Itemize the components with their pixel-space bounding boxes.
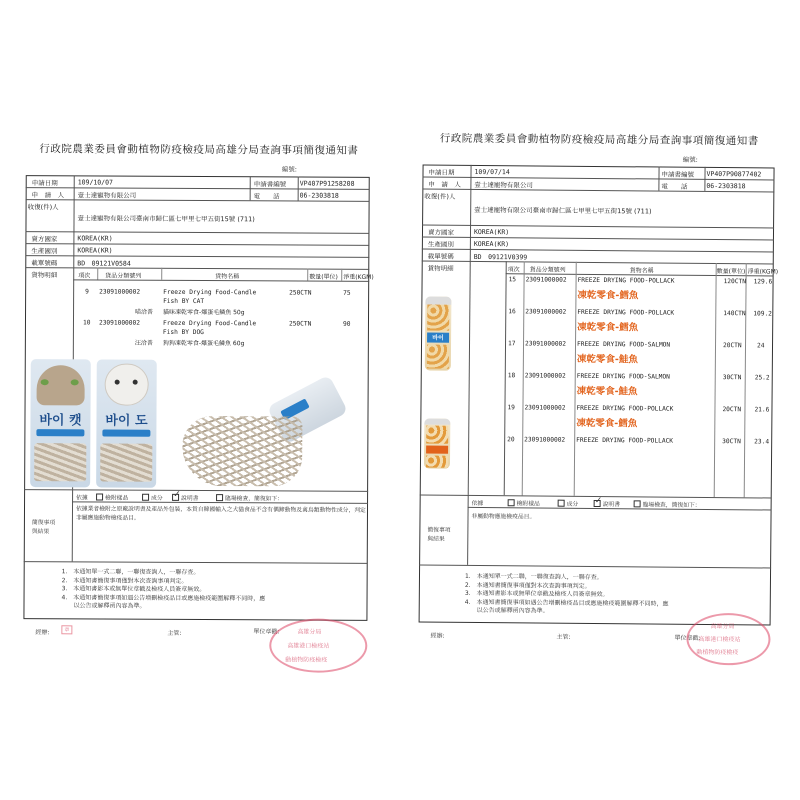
goods-label: 貨物明細 [31, 271, 58, 280]
goods-label: 貨物明細 [427, 264, 454, 273]
table-row-name-2: Fish BY CAT [163, 297, 205, 306]
inspection-notice-right [416, 116, 779, 657]
checkbox-onsite[interactable]: 臨場檢查，簡復如下： [634, 499, 701, 509]
seller-country-label: 賣方國家 [31, 235, 58, 244]
jar-label-icon [426, 445, 448, 453]
reply-text: 依據業者檢附之原廠說明書及產品外包裝，本貨自韓國輸入之犬貓食品不含有偶蹄動物及禽鳥類動物性成分，判定非屬應施動物檢疫品目。 [75, 506, 366, 522]
table-row-name: Freeze Drying Food-Candle [163, 288, 257, 297]
table-row: 17 23091000002 FREEZE DRYING FOOD-SALMON 凍乾零食-鮭魚 20CTN 24 [507, 340, 765, 366]
reply-label: 簡復事項 與結果 [427, 527, 451, 543]
ref-no-label: 申請書編號 [661, 170, 695, 179]
table-row: 16 23091000002 FREEZE DRYING FOOD-POLLACK 凍乾零食-鱈魚 140CTN 109.2 [508, 308, 772, 334]
doc-title: 行政院農業委員會動植物防疫檢疫局高雄分局查詢事項簡復通知書 [439, 132, 759, 148]
apply-date: 109/07/14 [474, 167, 510, 177]
unit-seal-label: 單位章戳: [674, 634, 701, 642]
table-row-name-2: Fish BY DOG [162, 328, 204, 337]
table-row-name: Freeze Drying Food-Candle [162, 319, 257, 328]
product-jar-cat [30, 359, 91, 487]
bill-no: BD 09121V0584 [77, 259, 131, 268]
seller-country: KOREA(KR) [473, 227, 510, 237]
origin-country-label: 生產國別 [31, 247, 58, 256]
table-row-no: 10 [82, 319, 91, 327]
col-name: 貨物名稱 [629, 267, 654, 275]
jar-label-icon: 바이 [427, 333, 449, 343]
applicant: 壹士達寵物有限公司 [474, 180, 533, 190]
dog-photo-icon [105, 364, 149, 406]
doc-number-label: 編號: [281, 165, 298, 174]
ref-no: VP407P90877402 [706, 169, 762, 179]
bill-no: BD 09121V0399 [473, 252, 528, 262]
table-row-name-zh: 貓咪凍乾零食-爆蛋毛鱗魚 50g [163, 308, 245, 317]
table-row-hs: 23091000002 [99, 288, 141, 296]
chief-sign-label: 主管: [556, 633, 571, 641]
doc-number-label: 編號: [682, 155, 698, 164]
checkbox-ingredient[interactable]: 成分 [558, 499, 579, 508]
handler-sign-label: 經辦: [35, 629, 50, 637]
checkbox-checked-icon[interactable] [172, 494, 179, 501]
col-hs: 貨品分類號列 [105, 272, 142, 280]
applicant-label: 申 請 人 [31, 191, 65, 200]
table-row-no: 9 [85, 288, 89, 296]
table-row-qty: 250CTN [289, 289, 312, 297]
col-no: 項次 [507, 266, 520, 274]
checkbox-onsite[interactable]: 臨場檢查，簡復如下： [216, 493, 283, 502]
table-row: 19 23091000002 FREEZE DRYING FOOD-POLLACK 凍乾零食-鱈魚 20CTN 21.6 [507, 404, 770, 430]
checkbox-ingredient[interactable]: 成分 [142, 493, 163, 502]
table-row-brand: 汪洽普 [134, 339, 153, 347]
table-row: 15 23091000002 FREEZE DRYING FOOD-POLLACK 凍乾零食-鱈魚 120CTN 129.6 [508, 276, 773, 302]
spilled-fish-image [182, 388, 353, 489]
col-qty: 數量(單位) [716, 268, 746, 276]
phone: 06-2303818 [299, 191, 339, 200]
table-row-brand: 喵洽普 [135, 308, 154, 316]
reply-text: 非屬動物應施檢疫品目。 [471, 513, 536, 521]
apply-date: 109/10/07 [77, 178, 113, 187]
ref-no: VP407P91258208 [299, 179, 355, 188]
seller-country-label: 賣方國家 [427, 228, 455, 237]
official-stamp-icon: 高雄分局 高雄港口檢疫站 動植物防疫檢疫 [269, 618, 367, 673]
product-jar-pollack [425, 296, 452, 370]
checkbox-manual[interactable]: ✓ 說明書 [172, 493, 198, 502]
reply-label: 簡復事項 與結果 [31, 520, 56, 536]
applicant-label: 申 請 人 [428, 180, 461, 189]
ref-no-label: 申請書編號 [253, 180, 287, 189]
product-brand: 바이 캣 [39, 413, 82, 429]
origin-country: KOREA(KR) [77, 246, 113, 255]
col-weight: 淨重(KGM) [343, 273, 374, 281]
doc-title: 行政院農業委員會動植物防疫檢疫局高雄分局查詢事項簡復通知書 [39, 143, 359, 157]
handler-sign-label: 經辦: [430, 632, 445, 640]
checkbox-checked-icon[interactable] [594, 500, 601, 507]
apply-date-label: 申請日期 [31, 179, 58, 188]
recipient-label: 收復(件)人 [27, 203, 59, 212]
chief-sign-label: 主管: [167, 629, 182, 637]
recipient-label: 收復(件)人 [424, 192, 456, 201]
bill-no-label: 載單號碼 [427, 252, 454, 261]
bill-no-label: 載單號碼 [31, 259, 58, 268]
recipient: 壹士達寵物有限公司臺南市歸仁區七甲里七甲五街15號 (711) [474, 205, 652, 216]
checkbox-icon[interactable] [216, 494, 223, 501]
table-row: 18 23091000002 FREEZE DRYING FOOD-SALMON 凍乾零食-鮭魚 30CTN 25.2 [507, 372, 770, 398]
table-row-weight: 75 [343, 289, 351, 297]
apply-date-label: 申請日期 [428, 168, 455, 177]
table-row: 20 23091000002 FREEZE DRYING FOOD-POLLACK 30CTN 23.4 [507, 436, 770, 446]
unit-seal-label: 單位章戳: [253, 628, 280, 636]
seller-country: KOREA(KR) [77, 234, 113, 243]
col-weight: 淨重(KGM) [747, 268, 779, 276]
table-row-name-zh: 狗狗凍乾零食-爆蛋毛鱗魚 60g [162, 339, 245, 348]
cat-photo-icon [37, 365, 85, 405]
col-name: 貨物名稱 [215, 273, 240, 281]
inspection-notice-left [21, 127, 374, 664]
table-row-qty: 250CTN [288, 320, 312, 328]
table-row-hs: 23091000002 [98, 319, 140, 327]
checkbox-sample[interactable]: 檢附樣品 [96, 492, 128, 501]
official-stamp-icon: 高雄分局 高雄港口檢疫站 動植物防疫檢疫 [686, 613, 770, 666]
basis-label: 依據 [76, 495, 88, 502]
applicant: 壹士達寵物有限公司 [77, 191, 137, 200]
phone-label: 電 話 [253, 192, 280, 201]
handler-seal: 章 [61, 625, 72, 634]
checkbox-icon[interactable] [142, 494, 149, 501]
checkbox-icon[interactable] [96, 493, 103, 500]
checkbox-manual[interactable]: ✓ 說明書 [594, 499, 620, 508]
recipient: 壹士達寵物有限公司臺南市歸仁區七甲里七甲五街15號 (711) [77, 214, 255, 224]
phone: 06-2303818 [706, 181, 746, 191]
origin-country: KOREA(KR) [473, 239, 510, 249]
col-qty: 數量(單位) [309, 273, 338, 281]
notes-list: 1. 本通知單一式二聯，一聯復查詢人，一聯存查。 2. 本通知書簡復事項僅對本次查詢事項判定。 3. 本通知書影本或無單位章戳及檢疫人員簽章無效。 4. 本通知書簡復事項如遇公告增刪檢疫品目或應施檢疫範圍解釋不同時，應 以公告或解釋函內容為準。 [61, 568, 266, 611]
checkbox-sample[interactable]: 檢附樣品 [508, 498, 540, 507]
col-no: 項次 [78, 272, 91, 280]
origin-country-label: 生產國別 [427, 240, 454, 249]
checkbox-icon[interactable] [634, 500, 641, 507]
notes-list: 1. 本通知單一式二聯，一聯復查詢人，一聯存查。 2. 本通知書簡復事項僅對本次查詢事項判定。 3. 本通知書影本或無單位章戳及檢疫人員簽章無效。 4. 本通知書簡復事項如遇公告增刪檢疫品目或應施檢疫範圍解釋不同時，應 以公告或解釋函內容為準。 [464, 572, 669, 615]
product-jar-salmon [424, 418, 450, 468]
checkbox-icon[interactable] [508, 499, 515, 506]
phone-label: 電 話 [661, 182, 688, 191]
product-brand: 바이 도 [105, 413, 148, 429]
col-hs: 貨品分類號列 [529, 266, 566, 274]
table-row-weight: 90 [342, 320, 351, 328]
product-jar-dog [96, 359, 157, 487]
basis-label: 依據 [471, 500, 484, 507]
checkbox-icon[interactable] [558, 500, 565, 507]
